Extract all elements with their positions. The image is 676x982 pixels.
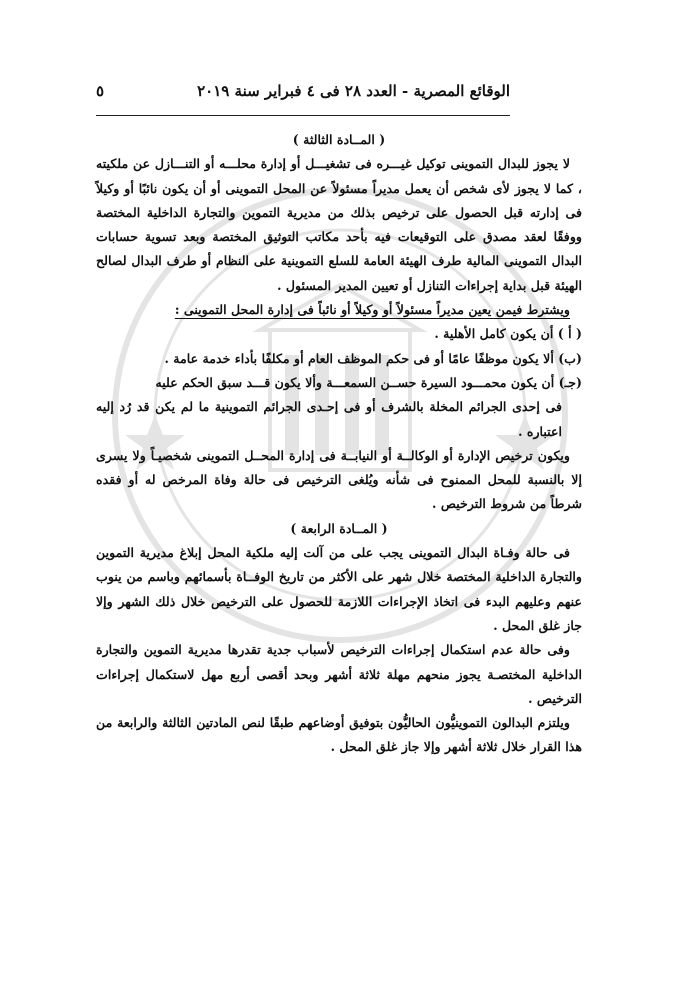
article-4-heading: ( المــادة الرابعة ) bbox=[290, 520, 388, 536]
article-3-paragraph-3: ويكون ترخيص الإدارة أو الوكالــة أو النيابــة فى إدارة المحــل التموينى شخصيـاً ولا يسرى إلا بالنسبة للمحل الممنوح فى شأنه ويُلغى الترخيص فى حالة وفاة المرخص له أو فقده شرطاً من شروط الترخيص . bbox=[96, 447, 582, 512]
article-4-paragraph-1: فى حالة وفـاة البدال التموينى يجب على من آلت إليه ملكية المحل إبلاغ مديرية التموين والتجارة الداخلية المختصة خلال شهر على الأكثر من تاريخ الوفــاة بأسمائهم وباسم من ينوب عنهم وعليهم البدء فى اتخاذ الإجراءات اللازمة للحصول على الترخيص خلال ذلك الشهر وإلا جاز غلق المحل . bbox=[96, 545, 582, 633]
article-3-paragraph-1: لا يجوز للبدال التموينى توكيل غيـــره فى تشغيـــل أو إدارة محلـــه أو التنـــازل عن ملكيته ، كما لا يجوز لأى شخص أن يعمل مديراً مسئولاً عن المحل التموينى أو أن يكون نائبًا أو وكيلاً فى إدارته قبل الحصول على ترخيص بذلك من مديرية التموين والتجارة الداخلية المختصة ووفقًا لعقد مصدق على التوقيعات فيه بأحد مكاتب التوثيق المختصة وبعد تسوية حسابات البدال التموينى المالية طرف الهيئة العامة للسلع التموينية على النظام أو طرف البدال لصالح الهيئة قبل بداية إجراءات التنازل أو تعيين المدير المسئول . bbox=[96, 156, 582, 293]
page-header bbox=[96, 82, 510, 100]
page-number: ٥ bbox=[96, 82, 105, 100]
article-3-conditions-intro bbox=[96, 298, 582, 322]
condition-b: (ب) ألا يكون موظفًا عامًا أو فى حكم الموظف العام أو مكلفًا بأداء خدمة عامة . bbox=[164, 350, 582, 366]
document-body bbox=[96, 128, 582, 760]
article-4-paragraph-3: ويلتزم البدالون التموينيُّون الحاليُّون بتوفيق أوضاعهم طبقًا لنص المادتين الثالثة والرابعة من هذا القرار خلال ثلاثة أشهر وإلا جاز غلق المحل . bbox=[96, 715, 582, 755]
condition-c-continued: فى إحدى الجرائم المخلة بالشرف أو فى إحـدى الجرائم التموينية ما لم يكن قد رُد إليه اعتباره . bbox=[96, 399, 562, 439]
article-4-paragraph-2: وفى حالة عدم استكمال إجراءات الترخيص لأسباب جدية تقدرها مديرية التموين والتجارة الداخلية المختصـة يجوز منحهم مهلة ثلاثة أشهر وبحد أقصى أربع مهل لاستكمال إجراءات الترخيص . bbox=[96, 642, 582, 706]
condition-a: ( أ ) أن يكون كامل الأهلية . bbox=[434, 326, 582, 342]
conditions-intro-text: ويشترط فيمن يعين مديراً مسئولاً أو وكيلاً أو نائباً فى إدارة المحل التموينى : bbox=[174, 302, 570, 318]
header-divider bbox=[96, 115, 510, 116]
gazette-title: الوقائع المصرية - العدد ٢٨ فى ٤ فبراير سنة ٢٠١٩ bbox=[197, 82, 510, 100]
condition-c: (جـ) أن يكون محمـــود السيرة حســن السمعـــة وألا يكون قـــد سبق الحكم عليه bbox=[155, 374, 582, 390]
article-3-heading: ( المــادة الثالثة ) bbox=[292, 132, 386, 147]
